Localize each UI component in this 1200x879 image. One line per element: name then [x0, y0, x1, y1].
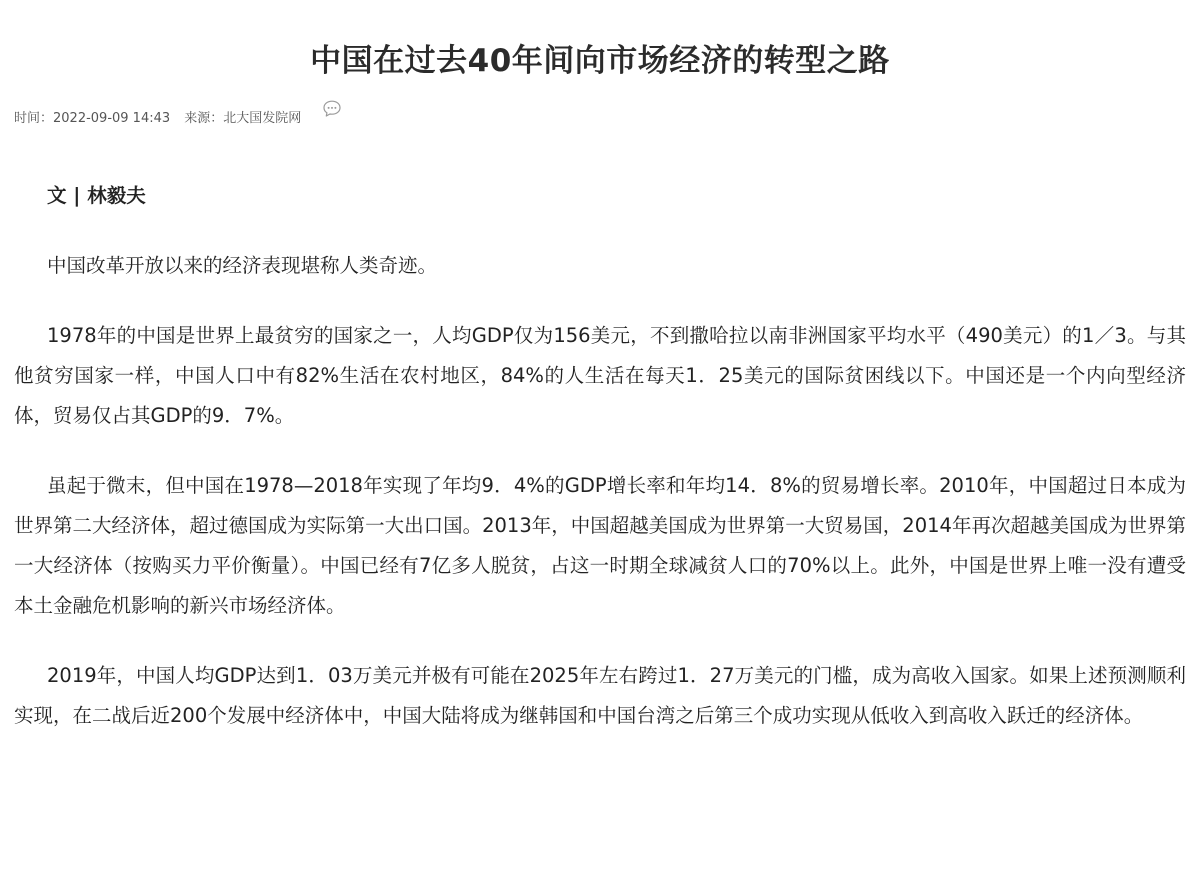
- paragraph: 中国改革开放以来的经济表现堪称人类奇迹。: [47, 254, 438, 277]
- article-body: [14, 176, 1186, 766]
- comment-icon[interactable]: [322, 99, 342, 119]
- paragraph: 虽起于微末，但中国在1978—2018年实现了年均9．4%的GDP增长率和年均14．8%的贸易增长率。2010年，中国超过日本成为世界第二大经济体，超过德国成为实际第一大出口国。2013年，中国超越美国成为世界第一大贸易国，2014年再次超越美国成为世界第一大经济体（按购买力平价衡量）。中国已经有7亿多人脱贫，占这一时期全球减贫人口的70%以上。此外，中国是世界上唯一没有遭受本土金融危机影响的新兴市场经济体。: [14, 474, 1186, 617]
- publish-time: 时间：2022-09-09 14:43: [14, 111, 171, 126]
- article-meta: [14, 110, 301, 128]
- paragraph: 1978年的中国是世界上最贫穷的国家之一，人均GDP仅为156美元，不到撒哈拉以南非洲国家平均水平（490美元）的1／3。与其他贫穷国家一样，中国人口中有82%生活在农村地区，84%的人生活在每天1．25美元的国际贫困线以下。中国还是一个内向型经济体，贸易仅占其GDP的9．7%。: [14, 324, 1186, 427]
- page-title: 中国在过去40年间向市场经济的转型之路: [310, 42, 890, 79]
- author-line: 文 | 林毅夫: [47, 184, 146, 207]
- paragraph: 2019年，中国人均GDP达到1．03万美元并极有可能在2025年左右跨过1．27万美元的门槛，成为高收入国家。如果上述预测顺利实现，在二战后近200个发展中经济体中，中国大陆将成为继韩国和中国台湾之后第三个成功实现从低收入到高收入跃迁的经济体。: [14, 664, 1186, 727]
- source-link[interactable]: 来源：北大国发院网: [184, 111, 302, 126]
